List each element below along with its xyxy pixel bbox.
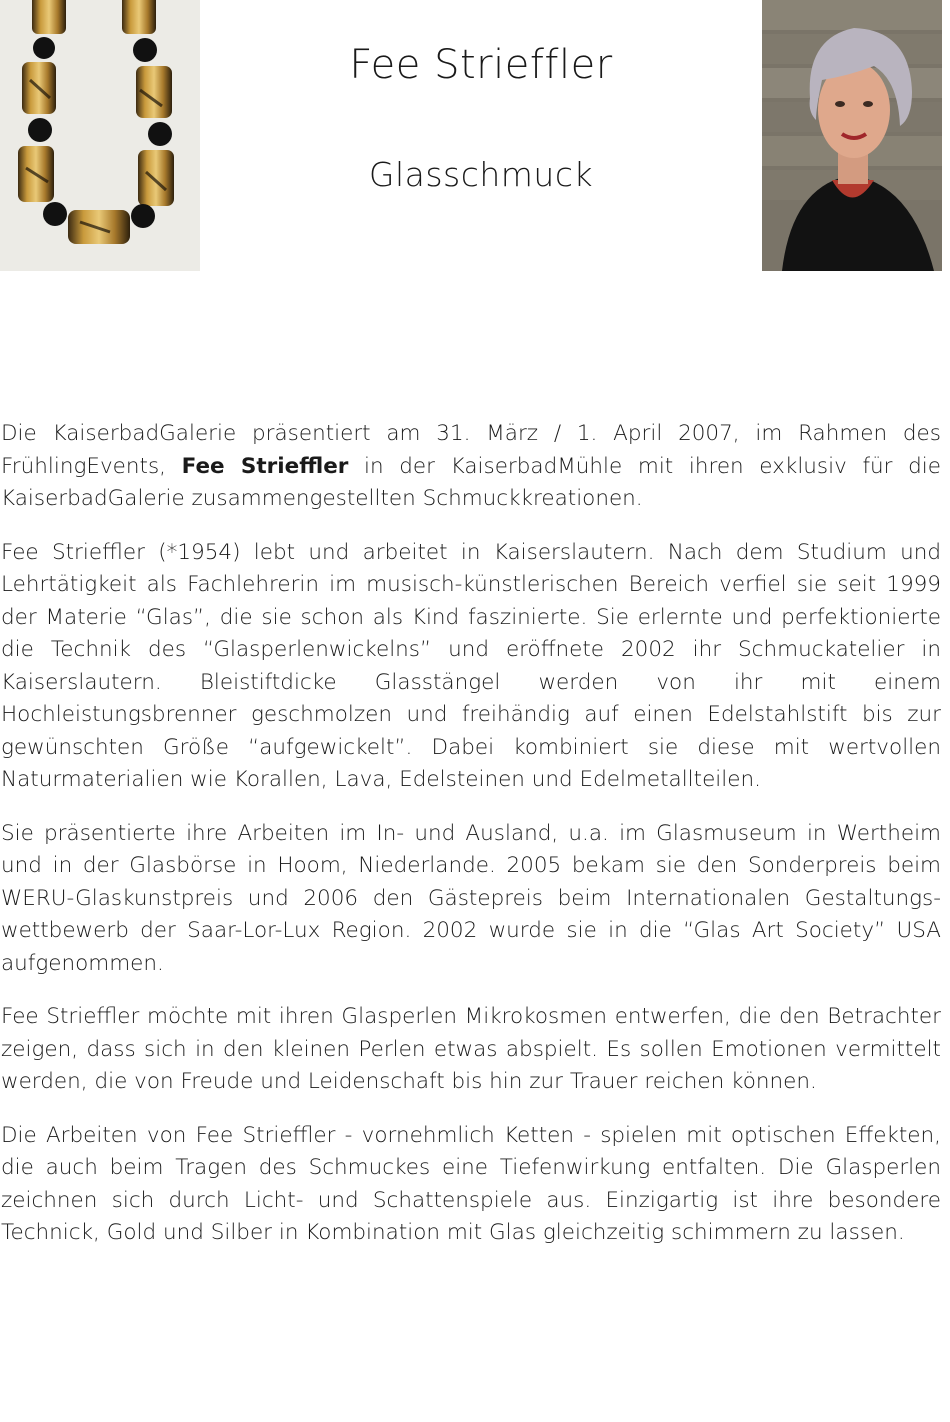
portrait-illustration — [762, 0, 942, 271]
necklace-illustration — [0, 0, 200, 271]
necklace-image — [0, 0, 200, 271]
article-body — [1, 418, 941, 1271]
artist-name-bold: Fee Strieffler — [181, 453, 349, 479]
paragraph-biography: Fee Strieffler (*1954) lebt und arbeitet in Kaiserslautern. Nach dem Studium und Lehrtätigkeit als Fachlehrerin im musisch-künstlerischen Bereich verfiel sie seit 1999 der Materie “Glas”, die sie schon als Kind faszinierte. Sie erlernte und perfektionierte die Technik des “Glasperlenwickelns” und eröffnete 2002 ihr Schmuckatelier in Kaiserslautern. Bleistiftdicke Glasstängel werden von ihr mit einem Hochleistungsbrenner geschmolzen und freihändig auf einen Edelstahlstift bis zur gewünschten Größe “aufgewickelt”. Dabei kombiniert sie diese mit wertvollen Naturmaterialien wie Korallen, Lava, Edelsteinen und Edelmetallteilen. — [1, 539, 941, 792]
paragraph-intent: Fee Strieffler möchte mit ihren Glasperlen Mikrokosmen entwerfen, die den Betrachter zeigen, dass sich in den kleinen Perlen etwas abspielt. Es sollen Emotionen vermittelt werden, die von Freude und Leidenschaft bis hin zur Trauer reichen können. — [1, 1004, 941, 1094]
intro-text-start: Die KaiserbadGalerie präsentiert am 31. März / 1. April 2007, im Rahmen des FrühlingEvents, — [1, 421, 941, 479]
paragraph-exhibitions: Sie präsentierte ihre Arbeiten im In- und Ausland, u.a. im Glasmuseum in Wertheim und in der Glasbörse in Hoom, Niederlande. 2005 bekam sie den Sonderpreis beim WERU-Glaskunstpreis und 2006 den Gästepreis beim Internationalen Gestaltungs-wettbewerb der Saar-Lor-Lux Region. 2002 wurde sie in die “Glas Art Society” USA aufgenommen. — [1, 820, 941, 976]
artist-portrait-image — [762, 0, 942, 271]
artist-name-heading: Fee Strieffler — [349, 42, 613, 88]
paragraph-intro — [1, 418, 941, 516]
paragraph-technique: Die Arbeiten von Fee Strieffler - vornehmlich Ketten - spielen mit optischen Effekten, die auch beim Tragen des Schmuckes eine Tiefenwirkung entfalten. Die Glasperlen zeichnen sich durch Licht- und Schattenspiele aus. Einzigartig ist ihre besondere Technick, Gold und Silber in Kombination mit Glas gleichzeitig schimmern zu lassen. — [1, 1122, 941, 1245]
intro-text-end: in der KaiserbadMühle mit ihren exklusiv für die KaiserbadGalerie zusammengestellten Schmuckkreationen. — [1, 453, 941, 511]
subtitle-heading: Glasschmuck — [368, 155, 594, 194]
